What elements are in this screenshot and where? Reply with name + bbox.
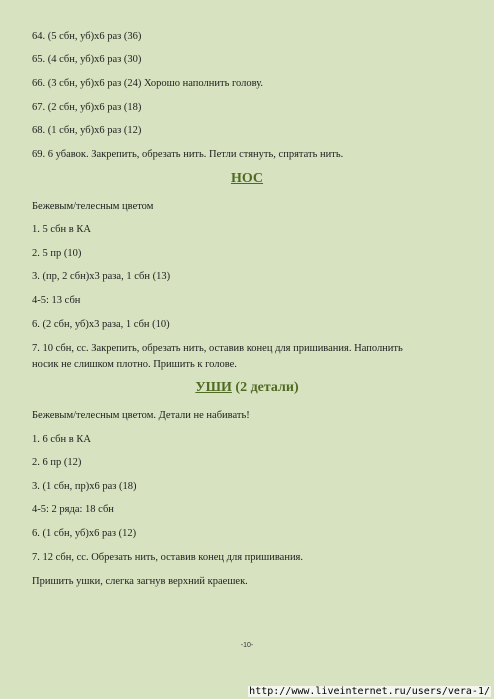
step-line: 2. 6 пр (12) <box>32 457 82 468</box>
section-heading-ears <box>0 380 494 396</box>
step-line: 7. 12 сбн, сс. Обрезать нить, оставив конец для пришивания. <box>32 552 304 563</box>
step-line-continued: носик не слишком плотно. Пришить к голове. <box>32 359 237 370</box>
step-line: 66. (3 сбн, уб)х6 раз (24) Хорошо наполнить голову. <box>32 78 264 89</box>
step-line: 2. 5 пр (10) <box>32 248 82 259</box>
watermark-url: http://www.liveinternet.ru/users/vera-1/ <box>249 686 490 697</box>
step-line: 6. (1 сбн, уб)х6 раз (12) <box>32 528 137 539</box>
step-line: 64. (5 сбн, уб)х6 раз (36) <box>32 31 142 42</box>
page-number: -10- <box>240 642 254 649</box>
step-line: 68. (1 сбн, уб)х6 раз (12) <box>32 125 142 136</box>
step-line: 3. (1 сбн, пр)х6 раз (18) <box>32 481 137 492</box>
heading-title: УШИ <box>195 380 232 395</box>
section-intro: Бежевым/телесным цветом. Детали не набивать! <box>32 410 250 421</box>
heading-suffix: (2 детали) <box>231 380 299 395</box>
heading-title: НОС <box>230 171 264 186</box>
step-line: 7. 10 сбн, сс. Закрепить, обрезать нить, оставив конец для пришивания. Наполнить <box>32 343 403 354</box>
step-line: 65. (4 сбн, уб)х6 раз (30) <box>32 54 142 65</box>
step-line: 69. 6 убавок. Закрепить, обрезать нить. Петли стянуть, спрятать нить. <box>32 149 344 160</box>
step-line: 1. 5 сбн в КА <box>32 224 91 235</box>
step-line: 3. (пр, 2 сбн)х3 раза, 1 сбн (13) <box>32 271 171 282</box>
step-line: 4-5: 2 ряда: 18 сбн <box>32 504 114 515</box>
step-line: 4-5: 13 сбн <box>32 295 81 306</box>
step-line: 1. 6 сбн в КА <box>32 434 91 445</box>
section-heading-nose <box>0 171 494 187</box>
closing-note: Пришить ушки, слегка загнув верхний краешек. <box>32 576 248 587</box>
step-line: 67. (2 сбн, уб)х6 раз (18) <box>32 102 142 113</box>
step-line: 6. (2 сбн, уб)х3 раза, 1 сбн (10) <box>32 319 170 330</box>
section-intro: Бежевым/телесным цветом <box>32 201 154 212</box>
